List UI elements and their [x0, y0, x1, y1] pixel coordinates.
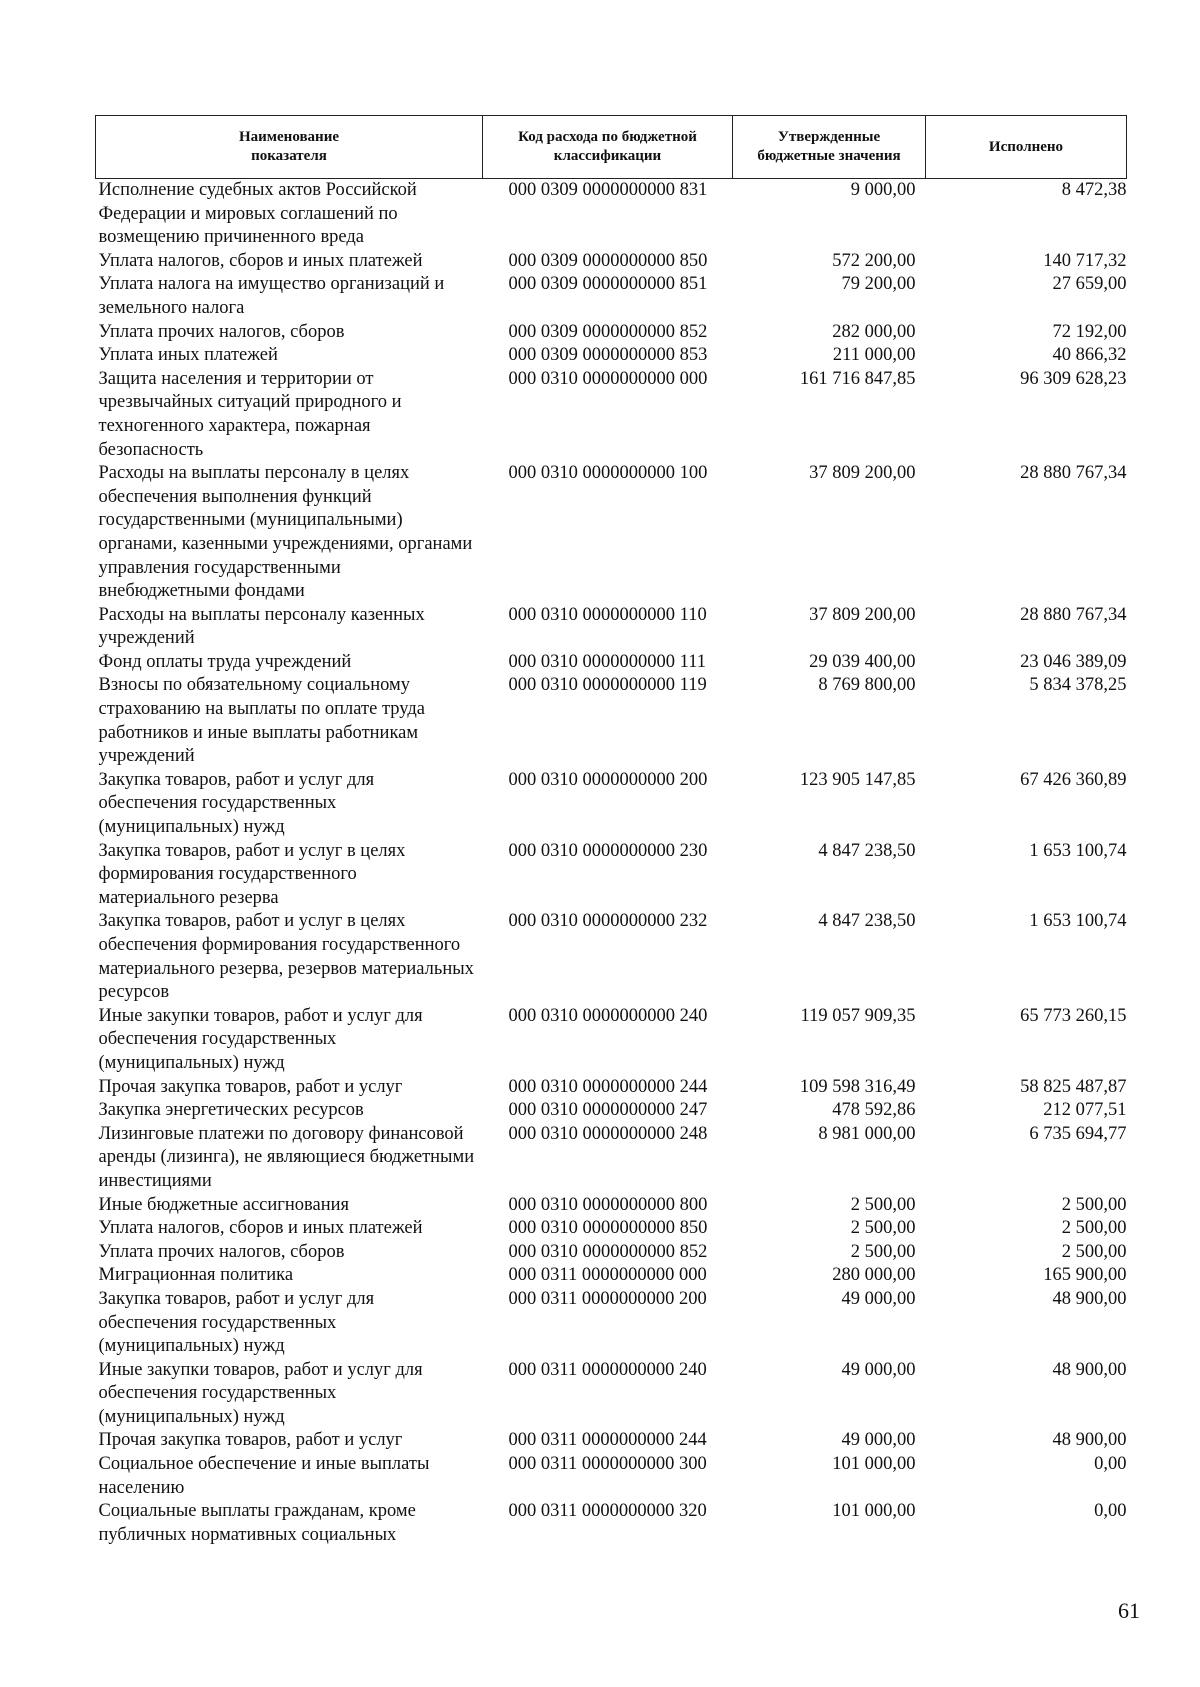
table-row	[96, 769, 1127, 840]
row-name-cell: Закупка товаров, работ и услуг в целях формирования государственного материального резерва	[98, 840, 406, 908]
row-name-cell: Взносы по обязательному социальному страхованию на выплаты по оплате труда работников и иные выплаты работникам учреждений	[98, 675, 425, 767]
row-name-cell: Исполнение судебных актов Российской Федерации и мировых соглашений по возмещению причиненного вреда	[98, 180, 417, 248]
row-approved-cell: 49 000,00	[841, 1430, 916, 1451]
row-name-cell: Уплата налогов, сборов и иных платежей	[98, 250, 423, 271]
table-row	[96, 1359, 1127, 1430]
row-name-cell: Уплата налога на имущество организаций и земельного налога	[98, 274, 445, 318]
table-row	[96, 250, 1127, 274]
row-name-cell: Иные закупки товаров, работ и услуг для обеспечения государственных (муниципальных) нужд	[98, 1359, 423, 1427]
table-row	[96, 1264, 1127, 1288]
row-name-cell: Уплата прочих налогов, сборов	[98, 1241, 345, 1262]
row-approved-cell: 79 200,00	[841, 274, 916, 295]
row-executed-cell: 23 046 389,09	[1020, 651, 1127, 672]
row-approved-cell: 101 000,00	[832, 1501, 916, 1522]
row-approved-cell: 37 809 200,00	[809, 604, 916, 625]
table-row	[96, 1288, 1127, 1359]
row-executed-cell: 8 472,38	[1061, 180, 1127, 200]
page-number: 61	[1118, 1598, 1140, 1623]
table-row	[96, 910, 1127, 1004]
table-row	[96, 462, 1127, 604]
row-name-cell: Уплата прочих налогов, сборов	[98, 321, 345, 342]
table-row	[96, 321, 1127, 345]
row-name-cell: Социальные выплаты гражданам, кроме публичных нормативных социальных	[98, 1501, 416, 1545]
row-approved-cell: 9 000,00	[850, 180, 916, 200]
table-body	[96, 179, 1127, 1548]
row-code-cell: 000 0310 0000000000 100	[508, 463, 708, 484]
table-row	[96, 344, 1127, 368]
row-code-cell: 000 0310 0000000000 244	[508, 1076, 708, 1097]
table-row	[96, 179, 1127, 250]
row-code-cell: 000 0309 0000000000 851	[508, 274, 708, 295]
row-code-cell: 000 0309 0000000000 850	[508, 250, 708, 271]
row-executed-cell: 48 900,00	[1052, 1430, 1127, 1451]
row-code-cell: 000 0311 0000000000 000	[508, 1265, 707, 1286]
row-code-cell: 000 0311 0000000000 240	[508, 1359, 707, 1380]
row-approved-cell: 478 592,86	[832, 1100, 916, 1121]
row-executed-cell: 0,00	[1094, 1501, 1127, 1522]
row-approved-cell: 49 000,00	[841, 1359, 916, 1380]
row-approved-cell: 123 905 147,85	[799, 769, 916, 790]
table-row	[96, 1429, 1127, 1453]
row-code-cell: 000 0309 0000000000 852	[508, 321, 708, 342]
table-row	[96, 1453, 1127, 1500]
row-code-cell: 000 0311 0000000000 300	[508, 1454, 707, 1475]
row-code-cell: 000 0310 0000000000 232	[508, 911, 708, 932]
row-name-cell: Иные бюджетные ассигнования	[98, 1194, 350, 1215]
row-approved-cell: 109 598 316,49	[799, 1076, 916, 1097]
row-code-cell: 000 0310 0000000000 000	[508, 368, 708, 389]
row-executed-cell: 165 900,00	[1043, 1265, 1127, 1286]
row-approved-cell: 8 769 800,00	[818, 675, 916, 696]
row-executed-cell: 48 900,00	[1052, 1359, 1127, 1380]
row-approved-cell: 2 500,00	[850, 1218, 916, 1239]
row-code-cell: 000 0310 0000000000 230	[508, 840, 708, 861]
row-code-cell: 000 0309 0000000000 853	[508, 345, 708, 366]
row-executed-cell: 140 717,32	[1043, 250, 1127, 271]
row-approved-cell: 4 847 238,50	[818, 911, 916, 932]
row-executed-cell: 28 880 767,34	[1020, 604, 1127, 625]
row-code-cell: 000 0310 0000000000 247	[508, 1100, 708, 1121]
row-code-cell: 000 0310 0000000000 119	[508, 675, 707, 696]
row-code-cell: 000 0311 0000000000 244	[508, 1430, 707, 1451]
budget-execution-table	[95, 115, 1127, 1547]
row-approved-cell: 211 000,00	[832, 345, 916, 366]
row-approved-cell: 119 057 909,35	[800, 1005, 916, 1026]
row-executed-cell: 28 880 767,34	[1020, 463, 1127, 484]
row-name-cell: Фонд оплаты труда учреждений	[98, 651, 352, 672]
row-name-cell: Закупка товаров, работ и услуг в целях обеспечения формирования государственного материального резерва, резервов материальных ресурсов	[98, 911, 474, 1003]
row-executed-cell: 6 735 694,77	[1029, 1123, 1127, 1144]
row-code-cell: 000 0310 0000000000 200	[508, 769, 708, 790]
row-executed-cell: 48 900,00	[1052, 1288, 1127, 1309]
row-code-cell: 000 0310 0000000000 800	[508, 1194, 708, 1215]
table-row	[96, 1076, 1127, 1100]
row-executed-cell: 0,00	[1094, 1454, 1127, 1475]
table-row	[96, 1123, 1127, 1194]
row-executed-cell: 2 500,00	[1061, 1194, 1127, 1215]
row-executed-cell: 67 426 360,89	[1020, 769, 1127, 790]
table-row	[96, 1217, 1127, 1241]
row-name-cell: Закупка товаров, работ и услуг для обеспечения государственных (муниципальных) нужд	[98, 769, 375, 838]
table-row	[96, 273, 1127, 320]
row-approved-cell: 161 716 847,85	[799, 368, 916, 389]
row-approved-cell: 572 200,00	[832, 250, 916, 271]
row-code-cell: 000 0310 0000000000 852	[508, 1241, 708, 1262]
row-executed-cell: 65 773 260,15	[1020, 1005, 1127, 1026]
row-executed-cell: 212 077,51	[1043, 1100, 1127, 1121]
row-code-cell: 000 0309 0000000000 831	[508, 180, 708, 200]
table-row	[96, 840, 1127, 911]
table-row	[96, 651, 1127, 675]
row-approved-cell: 280 000,00	[832, 1265, 916, 1286]
row-name-cell: Защита населения и территории от чрезвычайных ситуаций природного и техногенного характера, пожарная безопасность	[98, 368, 402, 460]
row-approved-cell: 2 500,00	[850, 1241, 916, 1262]
table-row	[96, 604, 1127, 651]
row-code-cell: 000 0310 0000000000 248	[508, 1123, 708, 1144]
row-code-cell: 000 0310 0000000000 850	[508, 1218, 708, 1239]
row-code-cell: 000 0311 0000000000 320	[508, 1501, 707, 1522]
column-header-code: Код расхода по бюджетной классификации	[483, 116, 733, 179]
row-name-cell: Лизинговые платежи по договору финансовой аренды (лизинга), не являющиеся бюджетными инвестициями	[98, 1123, 475, 1191]
row-executed-cell: 58 825 487,87	[1020, 1076, 1127, 1097]
row-name-cell: Уплата иных платежей	[98, 345, 278, 366]
row-name-cell: Расходы на выплаты персоналу казенных учреждений	[98, 604, 425, 649]
row-approved-cell: 282 000,00	[832, 321, 916, 342]
column-header-name: Наименование показателя	[96, 116, 483, 179]
row-approved-cell: 2 500,00	[850, 1194, 916, 1215]
row-approved-cell: 29 039 400,00	[809, 651, 916, 672]
row-code-cell: 000 0310 0000000000 111	[508, 651, 707, 672]
row-approved-cell: 101 000,00	[832, 1454, 916, 1475]
row-code-cell: 000 0311 0000000000 200	[508, 1288, 707, 1309]
row-code-cell: 000 0310 0000000000 240	[508, 1005, 708, 1026]
row-executed-cell: 1 653 100,74	[1029, 911, 1127, 932]
row-approved-cell: 4 847 238,50	[818, 840, 916, 861]
row-approved-cell: 49 000,00	[841, 1288, 916, 1309]
column-header-executed: Исполнено	[926, 116, 1127, 179]
row-name-cell: Уплата налогов, сборов и иных платежей	[98, 1218, 423, 1239]
table-row	[96, 1005, 1127, 1076]
row-executed-cell: 5 834 378,25	[1029, 675, 1127, 696]
row-executed-cell: 2 500,00	[1061, 1218, 1127, 1239]
row-executed-cell: 27 659,00	[1052, 274, 1127, 295]
row-approved-cell: 8 981 000,00	[818, 1123, 916, 1144]
row-name-cell: Прочая закупка товаров, работ и услуг	[98, 1076, 403, 1097]
row-executed-cell: 40 866,32	[1052, 345, 1127, 366]
row-name-cell: Прочая закупка товаров, работ и услуг	[98, 1430, 403, 1451]
table-row	[96, 1194, 1127, 1218]
table-row	[96, 1099, 1127, 1123]
row-executed-cell: 96 309 628,23	[1020, 368, 1127, 389]
row-executed-cell: 1 653 100,74	[1029, 840, 1127, 861]
row-name-cell: Социальное обеспечение и иные выплаты населению	[98, 1454, 430, 1498]
row-name-cell: Миграционная политика	[98, 1265, 294, 1286]
table-header	[96, 116, 1127, 179]
row-name-cell: Закупка энергетических ресурсов	[98, 1100, 364, 1121]
row-name-cell: Иные закупки товаров, работ и услуг для обеспечения государственных (муниципальных) нужд	[98, 1005, 423, 1073]
row-name-cell: Расходы на выплаты персоналу в целях обеспечения выполнения функций государственными (муниципальными) органами, казенными учреждениями, органами управления государственными внебюджетными фондами	[98, 463, 473, 602]
table-row	[96, 674, 1127, 768]
column-header-approved: Утвержденные бюджетные значения	[733, 116, 926, 179]
table-row	[96, 1241, 1127, 1265]
row-executed-cell: 2 500,00	[1061, 1241, 1127, 1262]
row-approved-cell: 37 809 200,00	[809, 463, 916, 484]
table-row	[96, 1500, 1127, 1547]
row-code-cell: 000 0310 0000000000 110	[508, 604, 707, 625]
row-name-cell: Закупка товаров, работ и услуг для обеспечения государственных (муниципальных) нужд	[98, 1288, 375, 1357]
table-row	[96, 368, 1127, 462]
row-executed-cell: 72 192,00	[1052, 321, 1127, 342]
